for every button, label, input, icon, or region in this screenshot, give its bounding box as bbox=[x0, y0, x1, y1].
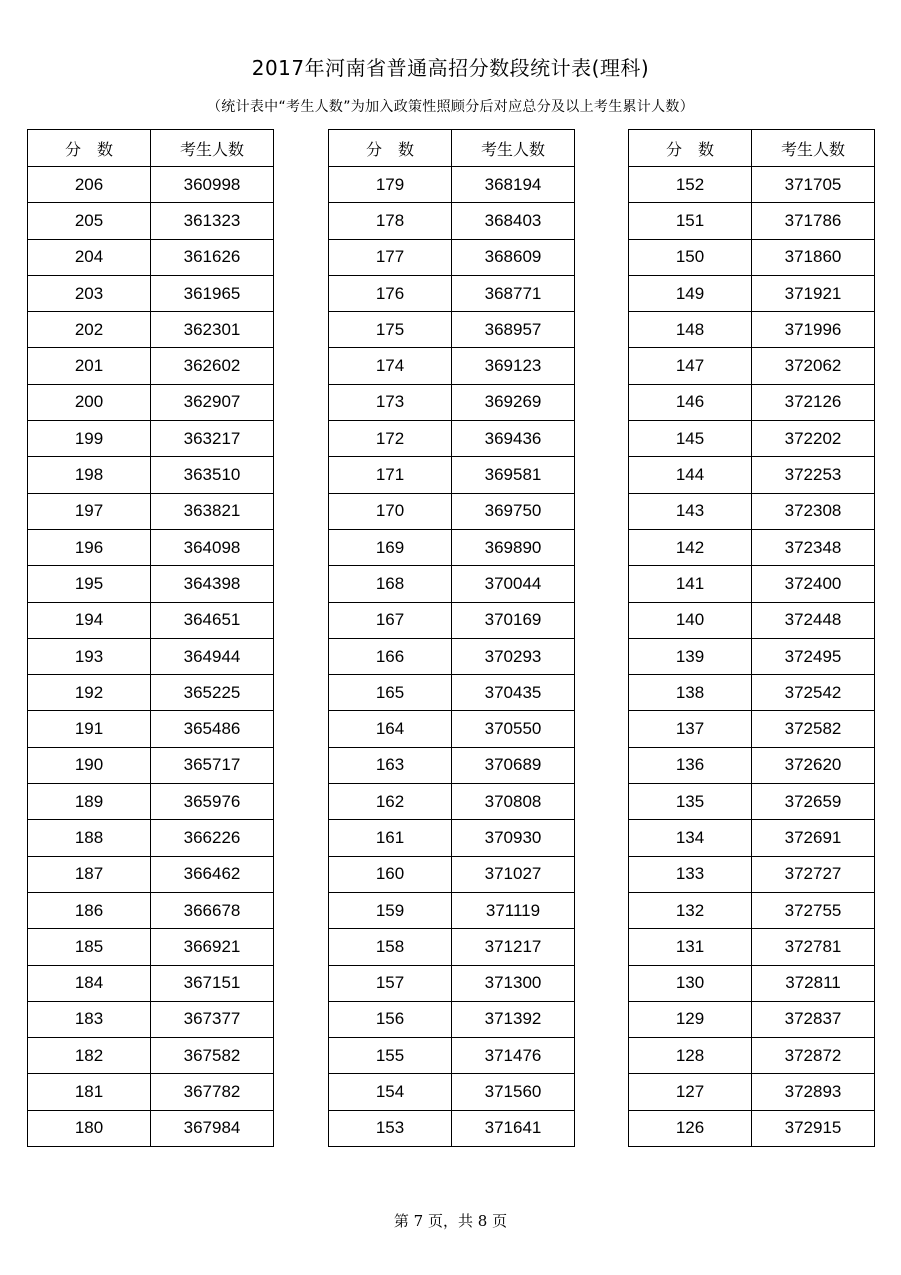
count-cell: 362301 bbox=[151, 312, 274, 348]
score-cell: 172 bbox=[329, 421, 452, 457]
count-cell: 370169 bbox=[452, 602, 575, 638]
score-cell: 195 bbox=[28, 566, 151, 602]
table-row bbox=[629, 457, 875, 493]
count-cell: 365976 bbox=[151, 784, 274, 820]
count-cell: 372582 bbox=[752, 711, 875, 747]
count-cell: 370435 bbox=[452, 675, 575, 711]
score-cell: 191 bbox=[28, 711, 151, 747]
table-row bbox=[329, 421, 575, 457]
count-cell: 369123 bbox=[452, 348, 575, 384]
count-cell: 372620 bbox=[752, 747, 875, 783]
score-cell: 194 bbox=[28, 602, 151, 638]
table-row bbox=[329, 1110, 575, 1146]
table-row bbox=[28, 1038, 274, 1074]
table-row bbox=[28, 167, 274, 203]
header-row bbox=[629, 130, 875, 167]
score-cell: 173 bbox=[329, 384, 452, 420]
count-cell: 369269 bbox=[452, 384, 575, 420]
count-cell: 372495 bbox=[752, 638, 875, 674]
table-row bbox=[329, 1038, 575, 1074]
count-cell: 372062 bbox=[752, 348, 875, 384]
table-row bbox=[629, 892, 875, 928]
table-row bbox=[329, 929, 575, 965]
table-row bbox=[28, 747, 274, 783]
count-cell: 371996 bbox=[752, 312, 875, 348]
table-row bbox=[28, 529, 274, 565]
score-cell: 167 bbox=[329, 602, 452, 638]
score-cell: 201 bbox=[28, 348, 151, 384]
table-row bbox=[629, 602, 875, 638]
count-cell: 372126 bbox=[752, 384, 875, 420]
count-cell: 370044 bbox=[452, 566, 575, 602]
score-cell: 187 bbox=[28, 856, 151, 892]
score-cell: 188 bbox=[28, 820, 151, 856]
score-cell: 163 bbox=[329, 747, 452, 783]
table-row bbox=[629, 566, 875, 602]
table-row bbox=[329, 312, 575, 348]
count-cell: 372202 bbox=[752, 421, 875, 457]
count-cell: 364651 bbox=[151, 602, 274, 638]
table-row bbox=[28, 239, 274, 275]
count-cell: 367582 bbox=[151, 1038, 274, 1074]
score-cell: 180 bbox=[28, 1110, 151, 1146]
count-cell: 366921 bbox=[151, 929, 274, 965]
page-footer: 第 7 页，共 8 页 bbox=[393, 1212, 508, 1230]
count-cell: 372253 bbox=[752, 457, 875, 493]
table-row bbox=[28, 711, 274, 747]
table-row bbox=[629, 312, 875, 348]
table-row bbox=[629, 529, 875, 565]
header-row bbox=[329, 130, 575, 167]
count-cell: 372308 bbox=[752, 493, 875, 529]
table-row bbox=[629, 239, 875, 275]
score-cell: 149 bbox=[629, 275, 752, 311]
table-body bbox=[329, 167, 575, 1147]
table-row bbox=[329, 784, 575, 820]
table-row bbox=[28, 566, 274, 602]
count-cell: 371921 bbox=[752, 275, 875, 311]
count-cell: 371119 bbox=[452, 892, 575, 928]
table-row bbox=[28, 457, 274, 493]
table-row bbox=[28, 965, 274, 1001]
table-row bbox=[28, 421, 274, 457]
score-cell: 128 bbox=[629, 1038, 752, 1074]
table-row bbox=[28, 602, 274, 638]
count-cell: 372781 bbox=[752, 929, 875, 965]
score-cell: 145 bbox=[629, 421, 752, 457]
table-row bbox=[28, 275, 274, 311]
score-cell: 161 bbox=[329, 820, 452, 856]
table-row bbox=[329, 1074, 575, 1110]
score-cell: 138 bbox=[629, 675, 752, 711]
table-row bbox=[329, 167, 575, 203]
table-row bbox=[329, 275, 575, 311]
table-row bbox=[629, 1110, 875, 1146]
count-cell: 368403 bbox=[452, 203, 575, 239]
table-row bbox=[329, 239, 575, 275]
count-cell: 371392 bbox=[452, 1001, 575, 1037]
score-cell: 166 bbox=[329, 638, 452, 674]
count-cell: 371786 bbox=[752, 203, 875, 239]
score-cell: 155 bbox=[329, 1038, 452, 1074]
table-row bbox=[329, 856, 575, 892]
table-row bbox=[629, 348, 875, 384]
count-cell: 367151 bbox=[151, 965, 274, 1001]
score-cell: 146 bbox=[629, 384, 752, 420]
score-cell: 205 bbox=[28, 203, 151, 239]
table-row bbox=[28, 1110, 274, 1146]
table-row bbox=[28, 203, 274, 239]
count-cell: 362602 bbox=[151, 348, 274, 384]
score-cell: 193 bbox=[28, 638, 151, 674]
count-cell: 368771 bbox=[452, 275, 575, 311]
header-count: 考生人数 bbox=[452, 130, 575, 167]
table-row bbox=[329, 965, 575, 1001]
score-table-2 bbox=[328, 129, 575, 1147]
table-row bbox=[329, 566, 575, 602]
count-cell: 371217 bbox=[452, 929, 575, 965]
table-row bbox=[629, 275, 875, 311]
header-score: 分 数 bbox=[28, 130, 151, 167]
count-cell: 372542 bbox=[752, 675, 875, 711]
count-cell: 372348 bbox=[752, 529, 875, 565]
score-cell: 203 bbox=[28, 275, 151, 311]
table-row bbox=[28, 675, 274, 711]
count-cell: 365486 bbox=[151, 711, 274, 747]
count-cell: 363217 bbox=[151, 421, 274, 457]
table-body bbox=[629, 167, 875, 1147]
table-row bbox=[329, 675, 575, 711]
count-cell: 367377 bbox=[151, 1001, 274, 1037]
score-cell: 134 bbox=[629, 820, 752, 856]
header-score: 分 数 bbox=[629, 130, 752, 167]
score-cell: 202 bbox=[28, 312, 151, 348]
score-cell: 181 bbox=[28, 1074, 151, 1110]
score-cell: 177 bbox=[329, 239, 452, 275]
score-cell: 168 bbox=[329, 566, 452, 602]
score-cell: 165 bbox=[329, 675, 452, 711]
table-row bbox=[329, 711, 575, 747]
table-row bbox=[329, 203, 575, 239]
score-cell: 196 bbox=[28, 529, 151, 565]
score-cell: 176 bbox=[329, 275, 452, 311]
table-row bbox=[329, 457, 575, 493]
header-count: 考生人数 bbox=[752, 130, 875, 167]
count-cell: 367782 bbox=[151, 1074, 274, 1110]
score-cell: 175 bbox=[329, 312, 452, 348]
table-row bbox=[329, 493, 575, 529]
count-cell: 364944 bbox=[151, 638, 274, 674]
count-cell: 368957 bbox=[452, 312, 575, 348]
count-cell: 372400 bbox=[752, 566, 875, 602]
table-row bbox=[329, 820, 575, 856]
score-cell: 198 bbox=[28, 457, 151, 493]
table-row bbox=[629, 384, 875, 420]
table-row bbox=[28, 856, 274, 892]
score-cell: 136 bbox=[629, 747, 752, 783]
score-cell: 156 bbox=[329, 1001, 452, 1037]
count-cell: 372755 bbox=[752, 892, 875, 928]
count-cell: 368194 bbox=[452, 167, 575, 203]
table-row bbox=[629, 638, 875, 674]
table-row bbox=[329, 638, 575, 674]
count-cell: 371860 bbox=[752, 239, 875, 275]
count-cell: 364398 bbox=[151, 566, 274, 602]
count-cell: 372727 bbox=[752, 856, 875, 892]
count-cell: 362907 bbox=[151, 384, 274, 420]
count-cell: 361626 bbox=[151, 239, 274, 275]
score-cell: 130 bbox=[629, 965, 752, 1001]
score-cell: 189 bbox=[28, 784, 151, 820]
table-row bbox=[329, 384, 575, 420]
count-cell: 369581 bbox=[452, 457, 575, 493]
table-row bbox=[28, 820, 274, 856]
count-cell: 371027 bbox=[452, 856, 575, 892]
table-row bbox=[629, 784, 875, 820]
score-cell: 153 bbox=[329, 1110, 452, 1146]
count-cell: 364098 bbox=[151, 529, 274, 565]
table-row bbox=[629, 1001, 875, 1037]
table-row bbox=[629, 493, 875, 529]
table-row bbox=[329, 892, 575, 928]
table-row bbox=[28, 312, 274, 348]
table-row bbox=[629, 856, 875, 892]
count-cell: 368609 bbox=[452, 239, 575, 275]
count-cell: 370689 bbox=[452, 747, 575, 783]
table-row bbox=[329, 602, 575, 638]
score-cell: 162 bbox=[329, 784, 452, 820]
score-table-1 bbox=[27, 129, 274, 1147]
score-cell: 139 bbox=[629, 638, 752, 674]
score-cell: 160 bbox=[329, 856, 452, 892]
table-row bbox=[28, 1001, 274, 1037]
score-cell: 169 bbox=[329, 529, 452, 565]
table-row bbox=[28, 384, 274, 420]
table-body bbox=[28, 167, 274, 1147]
table-row bbox=[629, 167, 875, 203]
table-row bbox=[629, 929, 875, 965]
count-cell: 369750 bbox=[452, 493, 575, 529]
score-cell: 199 bbox=[28, 421, 151, 457]
table-row bbox=[329, 747, 575, 783]
table-row bbox=[28, 1074, 274, 1110]
page-subtitle: （统计表中“考生人数”为加入政策性照顾分后对应总分及以上考生累计人数） bbox=[206, 99, 694, 115]
table-row bbox=[629, 965, 875, 1001]
table-row bbox=[329, 348, 575, 384]
table-row bbox=[329, 529, 575, 565]
score-cell: 137 bbox=[629, 711, 752, 747]
score-cell: 154 bbox=[329, 1074, 452, 1110]
score-cell: 178 bbox=[329, 203, 452, 239]
score-cell: 133 bbox=[629, 856, 752, 892]
count-cell: 372837 bbox=[752, 1001, 875, 1037]
score-cell: 147 bbox=[629, 348, 752, 384]
count-cell: 366678 bbox=[151, 892, 274, 928]
table-row bbox=[629, 1074, 875, 1110]
count-cell: 370808 bbox=[452, 784, 575, 820]
count-cell: 371641 bbox=[452, 1110, 575, 1146]
score-cell: 186 bbox=[28, 892, 151, 928]
score-cell: 179 bbox=[329, 167, 452, 203]
score-cell: 185 bbox=[28, 929, 151, 965]
score-cell: 157 bbox=[329, 965, 452, 1001]
count-cell: 371560 bbox=[452, 1074, 575, 1110]
header-row bbox=[28, 130, 274, 167]
score-cell: 150 bbox=[629, 239, 752, 275]
score-cell: 129 bbox=[629, 1001, 752, 1037]
score-cell: 151 bbox=[629, 203, 752, 239]
score-cell: 126 bbox=[629, 1110, 752, 1146]
count-cell: 371705 bbox=[752, 167, 875, 203]
score-cell: 164 bbox=[329, 711, 452, 747]
score-cell: 183 bbox=[28, 1001, 151, 1037]
count-cell: 372915 bbox=[752, 1110, 875, 1146]
count-cell: 372691 bbox=[752, 820, 875, 856]
count-cell: 372811 bbox=[752, 965, 875, 1001]
count-cell: 372659 bbox=[752, 784, 875, 820]
score-cell: 204 bbox=[28, 239, 151, 275]
score-cell: 197 bbox=[28, 493, 151, 529]
table-row bbox=[629, 421, 875, 457]
table-row bbox=[28, 348, 274, 384]
score-cell: 135 bbox=[629, 784, 752, 820]
count-cell: 360998 bbox=[151, 167, 274, 203]
count-cell: 371476 bbox=[452, 1038, 575, 1074]
count-cell: 369890 bbox=[452, 529, 575, 565]
table-row bbox=[28, 493, 274, 529]
score-cell: 131 bbox=[629, 929, 752, 965]
count-cell: 370930 bbox=[452, 820, 575, 856]
score-cell: 170 bbox=[329, 493, 452, 529]
score-cell: 184 bbox=[28, 965, 151, 1001]
table-row bbox=[28, 892, 274, 928]
header-count: 考生人数 bbox=[151, 130, 274, 167]
count-cell: 370550 bbox=[452, 711, 575, 747]
count-cell: 365717 bbox=[151, 747, 274, 783]
count-cell: 369436 bbox=[452, 421, 575, 457]
count-cell: 370293 bbox=[452, 638, 575, 674]
score-cell: 158 bbox=[329, 929, 452, 965]
page-title: 2017年河南省普通高招分数段统计表(理科) bbox=[251, 56, 650, 80]
table-row bbox=[629, 1038, 875, 1074]
table-row bbox=[629, 203, 875, 239]
score-cell: 159 bbox=[329, 892, 452, 928]
score-cell: 144 bbox=[629, 457, 752, 493]
score-cell: 174 bbox=[329, 348, 452, 384]
header-score: 分 数 bbox=[329, 130, 452, 167]
table-row bbox=[629, 820, 875, 856]
score-cell: 148 bbox=[629, 312, 752, 348]
table-row bbox=[329, 1001, 575, 1037]
score-cell: 182 bbox=[28, 1038, 151, 1074]
count-cell: 363510 bbox=[151, 457, 274, 493]
count-cell: 371300 bbox=[452, 965, 575, 1001]
score-cell: 141 bbox=[629, 566, 752, 602]
score-cell: 206 bbox=[28, 167, 151, 203]
count-cell: 361965 bbox=[151, 275, 274, 311]
count-cell: 367984 bbox=[151, 1110, 274, 1146]
score-cell: 171 bbox=[329, 457, 452, 493]
count-cell: 363821 bbox=[151, 493, 274, 529]
score-cell: 143 bbox=[629, 493, 752, 529]
count-cell: 372893 bbox=[752, 1074, 875, 1110]
score-cell: 132 bbox=[629, 892, 752, 928]
count-cell: 365225 bbox=[151, 675, 274, 711]
table-row bbox=[28, 784, 274, 820]
score-cell: 142 bbox=[629, 529, 752, 565]
count-cell: 366226 bbox=[151, 820, 274, 856]
table-row bbox=[28, 929, 274, 965]
score-table-3 bbox=[628, 129, 875, 1147]
score-cell: 192 bbox=[28, 675, 151, 711]
score-cell: 152 bbox=[629, 167, 752, 203]
table-row bbox=[629, 675, 875, 711]
table-row bbox=[629, 711, 875, 747]
score-cell: 190 bbox=[28, 747, 151, 783]
table-row bbox=[629, 747, 875, 783]
count-cell: 366462 bbox=[151, 856, 274, 892]
count-cell: 372872 bbox=[752, 1038, 875, 1074]
count-cell: 361323 bbox=[151, 203, 274, 239]
score-cell: 200 bbox=[28, 384, 151, 420]
score-cell: 140 bbox=[629, 602, 752, 638]
table-row bbox=[28, 638, 274, 674]
score-cell: 127 bbox=[629, 1074, 752, 1110]
count-cell: 372448 bbox=[752, 602, 875, 638]
